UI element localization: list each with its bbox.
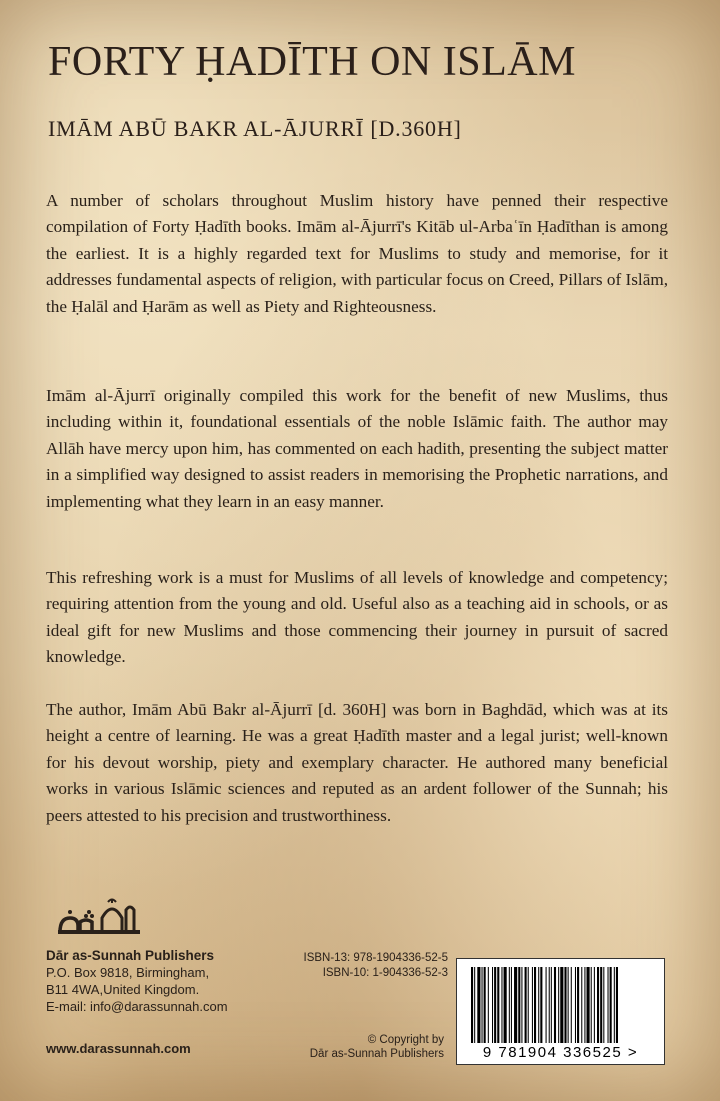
description-paragraph-4: The author, Imām Abū Bakr al-Ājurrī [d. 360H] was born in Baghdād, which was at its height a centre of learning. He was a great Ḥadīth master and a legal jurist; well-known for his devout worship, piety and exemplary character. He authored many beneficial works in various Islāmic sciences and reputed as an ardent follower of the Sunnah; his peers attested to his precision and trustworthiness. xyxy=(46,700,668,825)
author-line: IMĀM ABŪ BAKR AL-ĀJURRĪ [D.360H] xyxy=(48,116,462,141)
barcode-bar xyxy=(564,967,566,1043)
publisher-website: www.darassunnah.com xyxy=(46,1041,191,1056)
barcode-bar xyxy=(594,967,595,1043)
barcode-bar xyxy=(504,967,507,1043)
isbn-barcode xyxy=(456,958,665,1065)
barcode-bar xyxy=(560,967,563,1043)
book-title: FORTY ḤADĪTH ON ISLĀM xyxy=(48,39,576,85)
barcode-digits: 9 781904 336525 > xyxy=(482,1044,639,1061)
barcode-bar xyxy=(610,967,612,1043)
barcode-bar xyxy=(477,967,480,1043)
barcode-bar xyxy=(591,967,592,1043)
description-paragraph-2: Imām al-Ājurrī originally compiled this work for the benefit of new Muslims, thus including within it, foundational essentials of the noble Islāmic faith. The author may Allāh have mercy upon him, has commented on each hadith, presenting the subject matter in a simplified way designed to assist readers in memorising the Prophetic narrations, and implementing what they learn in an easy manner. xyxy=(46,386,668,511)
barcode-bar xyxy=(521,967,522,1043)
publisher-address-line2: B11 4WA,United Kingdom. xyxy=(46,982,200,997)
barcode-bar xyxy=(554,967,556,1043)
barcode-bar xyxy=(546,967,547,1043)
barcode-bar xyxy=(514,967,517,1043)
barcode-bars xyxy=(457,959,664,1043)
barcode-bar xyxy=(614,967,615,1043)
copyright-line1: © Copyright by xyxy=(367,1034,444,1046)
barcode-bar xyxy=(577,967,579,1043)
copyright-notice xyxy=(260,1033,444,1061)
barcode-bar xyxy=(497,967,499,1043)
isbn-10: ISBN-10: 1-904336-52-3 xyxy=(322,967,448,979)
barcode-bar xyxy=(492,967,493,1043)
barcode-bar xyxy=(600,967,602,1043)
dome-logo-icon xyxy=(50,896,146,944)
barcode-bar xyxy=(549,967,550,1043)
barcode-bar xyxy=(525,967,527,1043)
barcode-bar xyxy=(616,967,618,1043)
barcode-bar xyxy=(534,967,536,1043)
barcode-bar xyxy=(603,967,604,1043)
barcode-bar xyxy=(571,967,572,1043)
barcode-bar xyxy=(482,967,483,1043)
barcode-bar xyxy=(597,967,599,1043)
barcode-bar xyxy=(511,967,512,1043)
publisher-logo xyxy=(50,896,146,944)
description-paragraph-3: This refreshing work is a must for Muslims of all levels of knowledge and competency; requiring attention from the young and old. Useful also as a teaching aid in schools, or as ideal gift for new Muslims and those commencing their journey in pursuit of sacred knowledge. xyxy=(46,568,668,667)
barcode-bar xyxy=(532,967,533,1043)
barcode-bar xyxy=(608,967,609,1043)
barcode-bar xyxy=(528,967,529,1043)
barcode-bar xyxy=(509,967,510,1043)
copyright-line2: Dār as-Sunnah Publishers xyxy=(309,1048,444,1060)
barcode-bar xyxy=(474,967,475,1043)
barcode-bar xyxy=(540,967,542,1043)
barcode-bar xyxy=(551,967,552,1043)
isbn-block xyxy=(278,951,448,981)
barcode-bar xyxy=(538,967,539,1043)
barcode-bar xyxy=(518,967,520,1043)
publisher-address-line1: P.O. Box 9818, Birmingham, xyxy=(46,965,210,980)
barcode-bar xyxy=(558,967,559,1043)
barcode-bar xyxy=(587,967,590,1043)
description-paragraph-1: A number of scholars throughout Muslim history have penned their respective compilation of Forty Ḥadīth books. Imām al-Ājurrī's Kitāb ul-Arbaʿīn Ḥadīthan is among the earliest. It is a highly regarded text for Muslims to study and memorise, for it addresses fundamental aspects of religion, with particular focus on Creed, Pillars of Islām, the Ḥalāl and Ḥarām as well as Piety and Righteousness. xyxy=(46,191,668,316)
barcode-bar xyxy=(581,967,582,1043)
isbn-13: ISBN-13: 978-1904336-52-5 xyxy=(303,952,448,964)
barcode-bar xyxy=(501,967,502,1043)
barcode-bar xyxy=(484,967,486,1043)
barcode-bar xyxy=(488,967,489,1043)
barcode-bar xyxy=(494,967,496,1043)
barcode-bar xyxy=(575,967,576,1043)
barcode-bar xyxy=(471,967,473,1043)
publisher-name: Dār as-Sunnah Publishers xyxy=(46,948,215,963)
publisher-email: E-mail: info@darassunnah.com xyxy=(46,999,228,1014)
barcode-bar xyxy=(584,967,585,1043)
barcode-bar xyxy=(568,967,569,1043)
publisher-details xyxy=(46,947,276,1015)
